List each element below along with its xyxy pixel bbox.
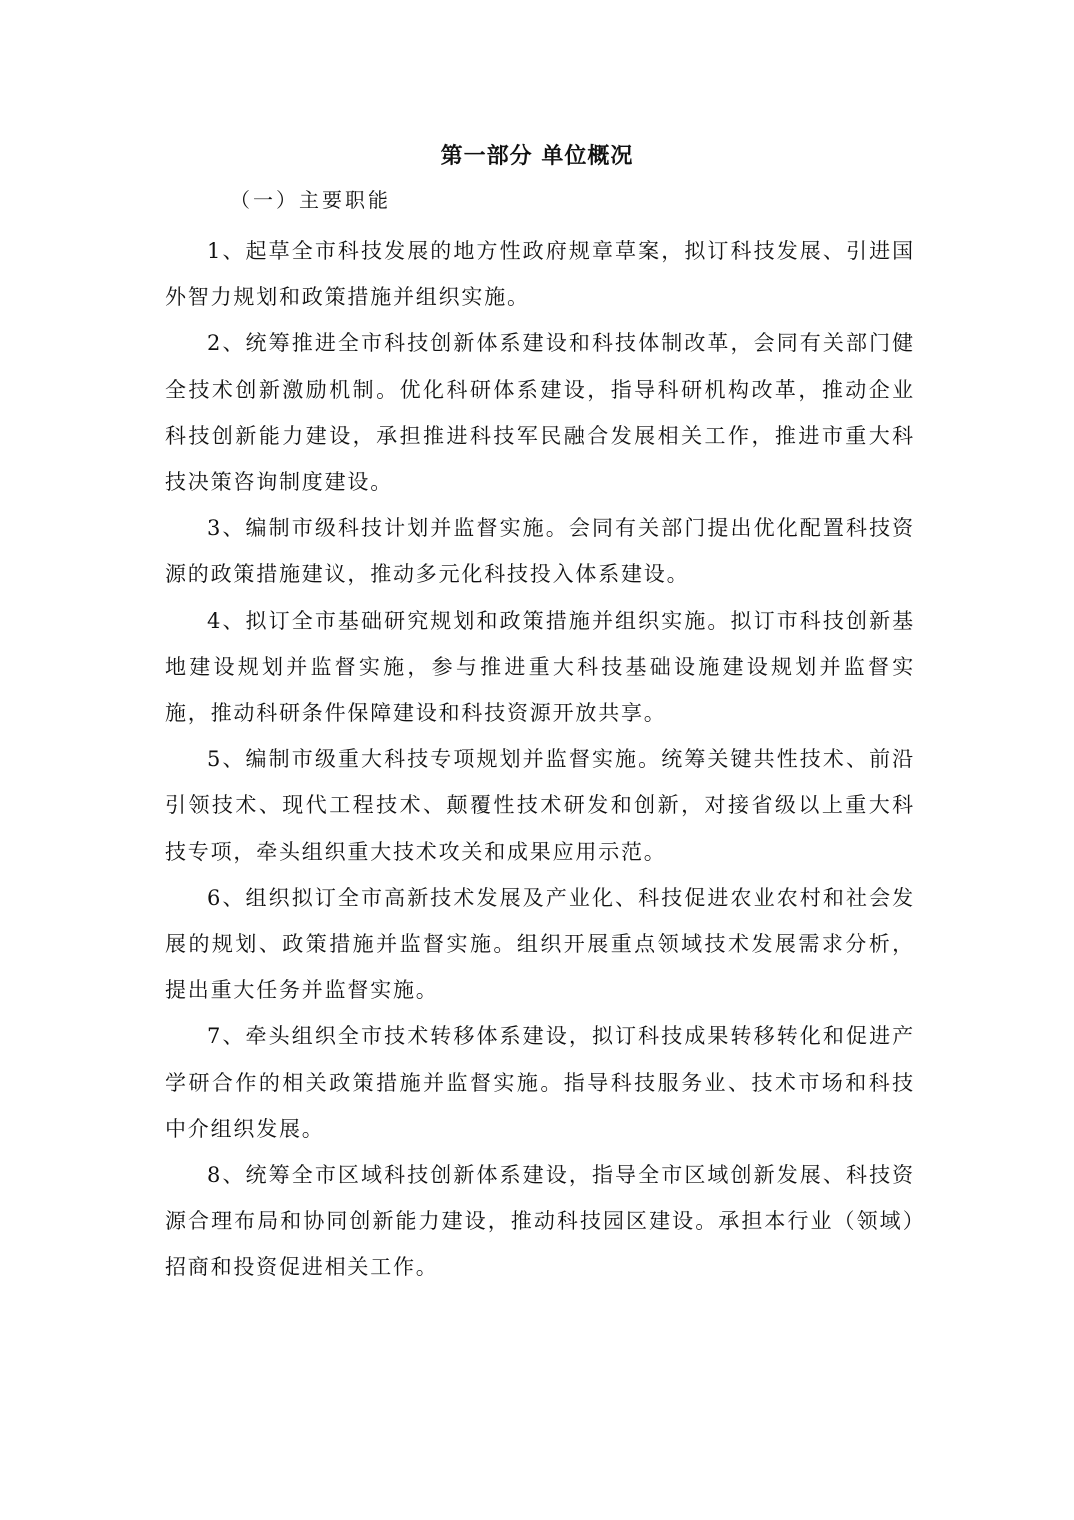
paragraph-5: 5、编制市级重大科技专项规划并监督实施。统筹关键共性技术、前沿引领技术、现代工程技术、颠覆性技术研发和创新，对接省级以上重大科技专项，牵头组织重大技术攻关和成果应用示范。 xyxy=(165,747,915,864)
paragraph-8: 8、统筹全市区域科技创新体系建设，指导全市区域创新发展、科技资源合理布局和协同创新能力建设，推动科技园区建设。承担本行业（领域）招商和投资促进相关工作。 xyxy=(165,1163,915,1280)
section-heading: （一）主要职能 xyxy=(230,188,391,212)
paragraph-7: 7、牵头组织全市技术转移体系建设，拟订科技成果转移转化和促进产学研合作的相关政策措施并监督实施。指导科技服务业、技术市场和科技中介组织发展。 xyxy=(165,1024,915,1141)
paragraph-3: 3、编制市级科技计划并监督实施。会同有关部门提出优化配置科技资源的政策措施建议，推动多元化科技投入体系建设。 xyxy=(165,516,915,587)
paragraph-2: 2、统筹推进全市科技创新体系建设和科技体制改革，会同有关部门健全技术创新激励机制。优化科研体系建设，指导科研机构改革，推动企业科技创新能力建设，承担推进科技军民融合发展相关工作，推进市重大科技决策咨询制度建设。 xyxy=(165,331,915,495)
paragraph-6: 6、组织拟订全市高新技术发展及产业化、科技促进农业农村和社会发展的规划、政策措施并监督实施。组织开展重点领域技术发展需求分析，提出重大任务并监督实施。 xyxy=(165,885,915,1003)
paragraph-1: 1、起草全市科技发展的地方性政府规章草案，拟订科技发展、引进国外智力规划和政策措施并组织实施。 xyxy=(165,239,915,310)
paragraph-4: 4、拟订全市基础研究规划和政策措施并组织实施。拟订市科技创新基地建设规划并监督实施，参与推进重大科技基础设施建设规划并监督实施，推动科研条件保障建设和科技资源开放共享。 xyxy=(165,608,915,726)
document-body xyxy=(165,228,915,1291)
page-title: 第一部分 单位概况 xyxy=(440,144,634,169)
